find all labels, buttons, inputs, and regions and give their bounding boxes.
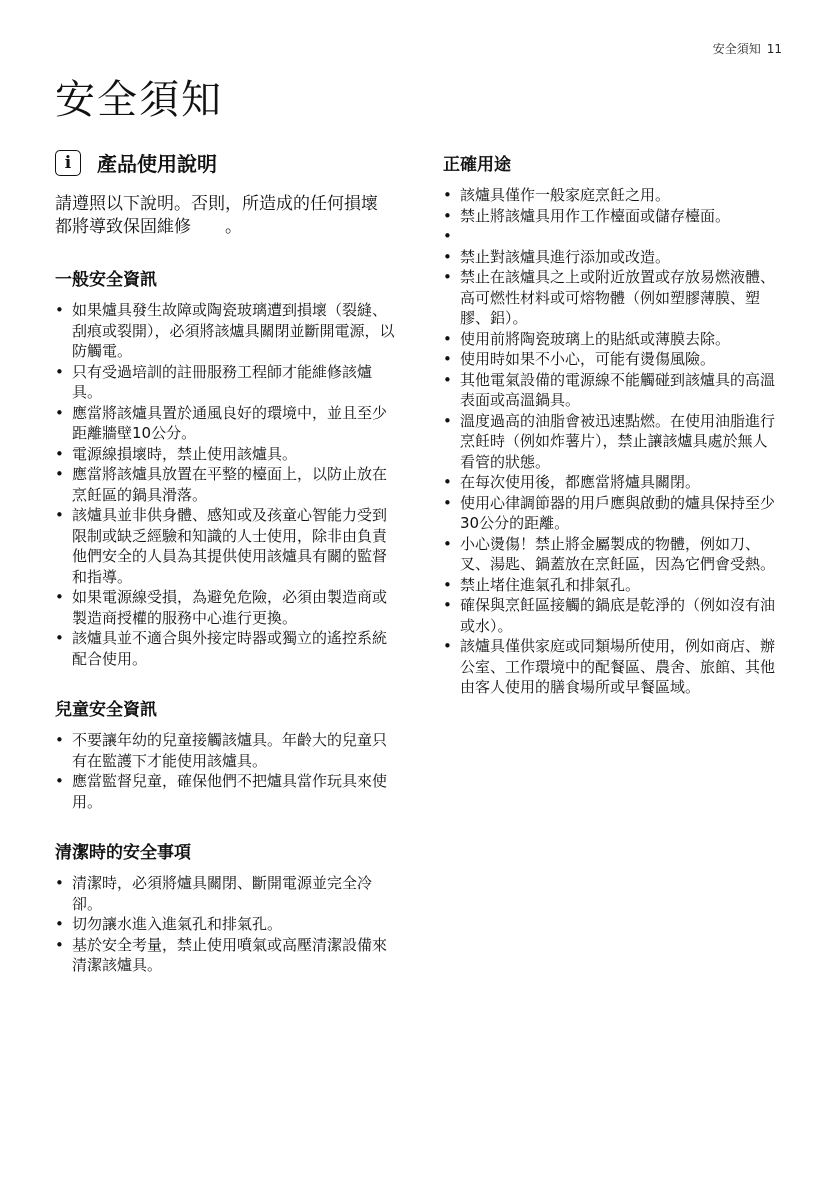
list-item: • 該爐具並非供身體、感知或及孩童心智能力受到限制或缺乏經驗和知識的人士使用，除非由負責他們安全的人員為其提供使用該爐具有關的監督和指導。 (55, 505, 400, 587)
list-item: • 禁止對該爐具進行添加或改造。 (443, 247, 778, 268)
list-item: • 應當監督兒童，確保他們不把爐具當作玩具來使用。 (55, 771, 400, 812)
proper-use-list (443, 185, 778, 698)
left-column (55, 148, 400, 1002)
list-item: • 溫度過高的油脂會被迅速點燃。在使用油脂進行烹飪時（例如炸薯片），禁止讓該爐具處於無人看管的狀態。 (443, 411, 778, 473)
list-item: • 該爐具並不適合與外接定時器或獨立的遙控系統配合使用。 (55, 628, 400, 669)
list-item: • 使用時如果不小心，可能有燙傷風險。 (443, 349, 778, 370)
list-item: • 切勿讓水進入進氣孔和排氣孔。 (55, 914, 400, 935)
intro-text: 請遵照以下說明。否則，所造成的任何損壞都將導致保固維修 。 (55, 194, 378, 237)
list-item: • 不要讓年幼的兒童接觸該爐具。年齡大的兒童只有在監護下才能使用該爐具。 (55, 730, 400, 771)
list-item: • 禁止將該爐具用作工作檯面或儲存檯面。 (443, 206, 778, 227)
list-item: • 電源線損壞時，禁止使用該爐具。 (55, 444, 400, 465)
general-safety-heading: 一般安全資訊 (55, 270, 157, 290)
list-item: • 確保與烹飪區接觸的鍋底是乾淨的（例如沒有油或水）。 (443, 595, 778, 636)
list-item: • 使用前將陶瓷玻璃上的貼紙或薄膜去除。 (443, 329, 778, 350)
list-item: • 其他電氣設備的電源線不能觸碰到該爐具的高溫表面或高溫鍋具。 (443, 370, 778, 411)
cleaning-safety-list (55, 873, 400, 976)
list-item: • 在每次使用後，都應當將爐具關閉。 (443, 472, 778, 493)
list-item: • 禁止堵住進氣孔和排氣孔。 (443, 575, 778, 596)
list-item: • 使用心律調節器的用戶應與啟動的爐具保持至少30公分的距離。 (443, 493, 778, 534)
product-usage-heading: 產品使用說明 (97, 152, 217, 176)
list-item: • 基於安全考量，禁止使用噴氣或高壓清潔設備來清潔該爐具。 (55, 935, 400, 976)
child-safety-heading: 兒童安全資訊 (55, 700, 157, 720)
list-item: • 應當將該爐具放置在平整的檯面上，以防止放在烹飪區的鍋具滑落。 (55, 464, 400, 505)
page-number: 11 (766, 42, 782, 56)
proper-use-heading: 正確用途 (443, 155, 511, 175)
child-safety-list (55, 730, 400, 812)
list-item: • 該爐具僅作一般家庭烹飪之用。 (443, 185, 778, 206)
header-section-name: 安全須知 (712, 42, 761, 56)
right-column (443, 148, 778, 724)
list-item: • 小心燙傷！禁止將金屬製成的物體，例如刀、叉、湯匙、鍋蓋放在烹飪區，因為它們會受熱。 (443, 534, 778, 575)
list-item (443, 226, 778, 247)
list-item: • 如果爐具發生故障或陶瓷玻璃遭到損壞（裂縫、刮痕或裂開），必須將該爐具關閉並斷開電源，以防觸電。 (55, 300, 400, 362)
product-usage-header (55, 148, 400, 177)
general-safety-list (55, 300, 400, 669)
cleaning-safety-heading: 清潔時的安全事項 (55, 843, 191, 863)
list-item: • 應當將該爐具置於通風良好的環境中，並且至少距離牆壁10公分。 (55, 403, 400, 444)
page-header (713, 40, 782, 57)
list-item: • 清潔時，必須將爐具關閉、斷開電源並完全冷卻。 (55, 873, 400, 914)
info-icon: i (55, 150, 81, 176)
page-title: 安全須知 (55, 77, 223, 123)
list-item: • 該爐具僅供家庭或同類場所使用，例如商店、辦公室、工作環境中的配餐區、農舍、旅館、其他由客人使用的膳食場所或早餐區域。 (443, 636, 778, 698)
list-item: • 如果電源線受損，為避免危險，必須由製造商或製造商授權的服務中心進行更換。 (55, 587, 400, 628)
list-item: • 只有受過培訓的註冊服務工程師才能維修該爐具。 (55, 362, 400, 403)
list-item: • 禁止在該爐具之上或附近放置或存放易燃液體、高可燃性材料或可熔物體（例如塑膠薄膜、塑膠、鋁）。 (443, 267, 778, 329)
